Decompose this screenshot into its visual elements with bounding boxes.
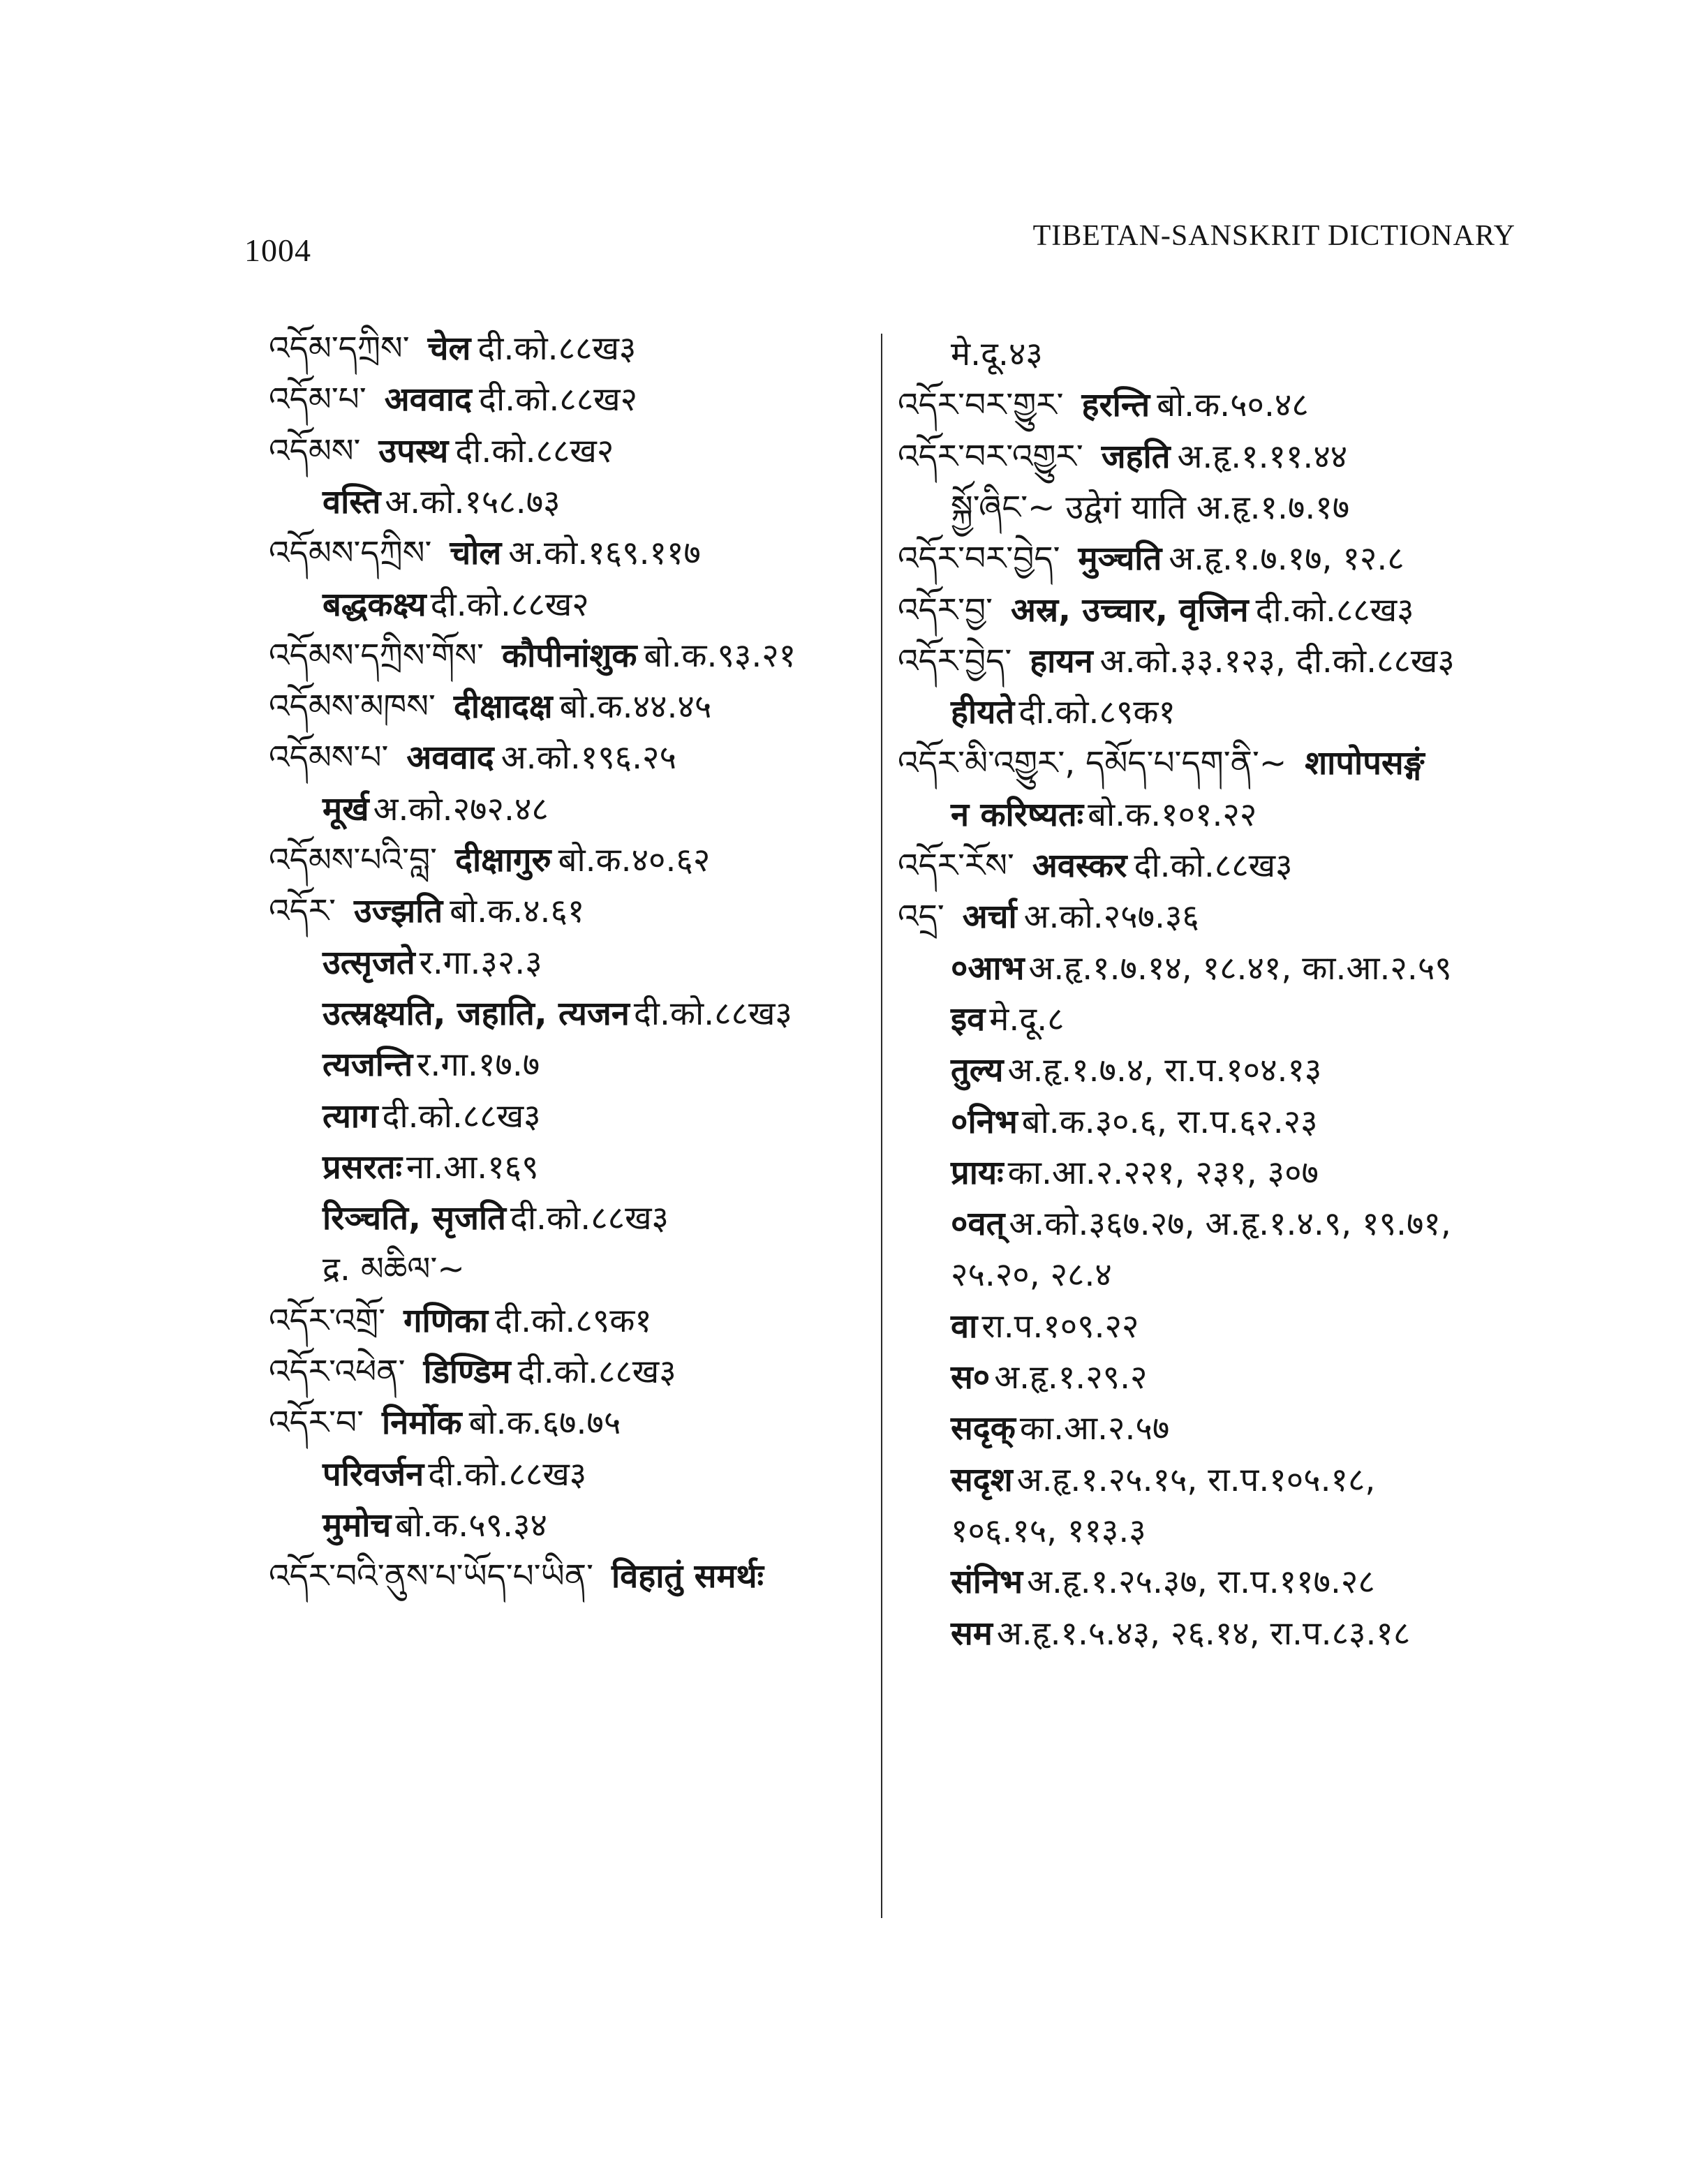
dictionary-entry [269,1351,676,1393]
dictionary-subentry [951,1203,1451,1245]
sanskrit-equivalent: तुल्य [951,1051,1004,1090]
sanskrit-equivalent: ०वत् [951,1205,1005,1244]
source-reference: बो.क.३०.६, रा.प.६२.२३ [1021,1102,1318,1141]
source-reference: दी.को.८८ख३ [382,1097,541,1136]
sanskrit-equivalent: जहति [1101,437,1171,476]
sanskrit-equivalent: दीक्षादक्ष [453,688,553,727]
source-reference: र.गा.३२.३ [419,943,542,982]
sanskrit-equivalent: डिण्डिम [423,1353,511,1391]
tibetan-headword: འདོམས་ [269,431,361,470]
sanskrit-equivalent: मूर्ख [323,789,369,829]
tibetan-headword: འདོམས་མཁས་ [269,688,436,727]
sanskrit-equivalent: उज्झति [353,892,443,931]
tibetan-headword: འདོར་འཕེན་ [269,1353,406,1391]
sanskrit-equivalent: ०आभ [951,949,1025,988]
source-reference: बो.क.४०.६२ [558,841,711,879]
dictionary-subentry [323,584,589,626]
page-number: 1004 [244,232,311,268]
sanskrit-equivalent: इव [951,1000,986,1039]
dictionary-entry [269,840,710,882]
sanskrit-equivalent: गणिका [403,1301,489,1340]
sanskrit-equivalent: निर्मोक [381,1404,462,1443]
dictionary-subentry [323,942,542,984]
source-reference: बो.क.५०.४८ [1157,386,1309,425]
sanskrit-equivalent: अस्र, उच्चार, वृजिन [1010,590,1249,630]
sanskrit-equivalent: शापोपसङ्गं [1305,744,1425,783]
dictionary-entry [269,891,584,933]
tibetan-headword: འདོམས་དཀྲིས་གོས་ [269,636,484,675]
source-reference: दी.को.८९क१ [495,1301,652,1340]
sanskrit-equivalent: वा [951,1307,978,1346]
source-reference: दी.को.८८ख३ [517,1353,676,1391]
dictionary-subentry [951,1408,1169,1450]
sanskrit-equivalent: अर्चा [962,898,1017,937]
tibetan-headword: འདོར་ [269,892,336,931]
dictionary-subentry [323,1096,541,1138]
source-reference: द्र. མཆིལ་~ [323,1250,465,1289]
running-head: TIBETAN-SANSKRIT DICTIONARY [1032,220,1515,252]
tibetan-headword: འདོར་བྱ་ [898,590,993,630]
sanskrit-equivalent: त्यजन्ति [323,1046,413,1085]
sanskrit-equivalent: सदृक् [951,1409,1016,1448]
dictionary-entry [269,1556,771,1598]
dictionary-subentry [323,1454,586,1496]
dictionary-subentry [951,487,1349,529]
dictionary-subentry [323,1044,540,1086]
source-reference: अ.हृ.१.२५.३७, रा.प.११७.२८ [1027,1563,1375,1602]
source-reference: बो.क.५९.३४ [395,1506,547,1545]
source-reference: मे.दू.४३ [951,335,1043,373]
source-reference: अ.हृ.१.५.४३, २६.१४, रा.प.८३.१८ [996,1614,1411,1653]
source-reference: दी.को.८९क१ [1018,693,1176,732]
source-reference: अ.को.३३.१२३, दी.को.८८ख३ [1099,641,1455,681]
dictionary-entry [269,686,711,728]
sanskrit-equivalent: अवस्कर [1032,847,1127,885]
dictionary-subentry [951,334,1043,376]
source-reference: अ.को.२५७.३६ [1023,898,1199,937]
sanskrit-equivalent: परिवर्जन [323,1455,424,1494]
sanskrit-equivalent: स० [951,1358,991,1397]
sanskrit-equivalent: उत्स्रक्ष्यति, जहाति, त्यजन [323,994,630,1033]
sanskrit-equivalent: मुमोच [323,1506,392,1545]
source-reference: दी.को.८८ख३ [510,1199,669,1238]
dictionary-entry [269,635,796,677]
sanskrit-equivalent: उपस्थ [378,431,449,470]
sanskrit-equivalent: सदृश [951,1460,1013,1499]
sanskrit-equivalent: अववाद [384,380,472,419]
tibetan-headword: འདོམས་དཀྲིས་ [269,534,432,573]
source-reference: दी.को.८८ख३ [1255,590,1414,630]
source-reference: दी.को.८८ख३ [477,329,637,368]
source-reference: का.आ.२.५७ [1019,1409,1170,1448]
dictionary-subentry [323,993,792,1035]
source-reference: र.गा.१७.७ [417,1046,540,1085]
source-reference: दी.को.८८ख३ [1134,847,1293,885]
dictionary-subentry [323,482,561,523]
dictionary-entry [898,436,1347,478]
tibetan-headword: འདོམ་པ་ [269,380,366,419]
dictionary-subentry [323,1505,547,1547]
source-reference: अ.को.२७२.४८ [373,789,549,829]
tibetan-headword: འདྲ་ [898,898,944,937]
sanskrit-equivalent: हीयते [951,693,1015,732]
tibetan-headword: འདོར་མི་འགྱུར་, དམོད་པ་དག་ནི་~ [898,744,1287,783]
dictionary-subentry [323,789,549,831]
sanskrit-equivalent: हरन्ति [1081,386,1150,425]
tibetan-headword: འདོར་བར་གྱུར་ [898,386,1064,425]
source-reference: अ.को.३६७.२७, अ.हृ.१.४.९, १९.७१, [1009,1205,1451,1244]
source-reference: दी.को.८८ख३ [428,1455,587,1494]
sanskrit-equivalent: अववाद [406,738,494,778]
source-reference: अ.हृ.१.७.४, रा.प.१०४.१३ [1007,1051,1322,1090]
sanskrit-equivalent: प्रसरतः [323,1147,403,1187]
source-reference: बो.क.४.६१ [450,892,585,931]
tibetan-headword: འདོར་བ་ [269,1404,364,1443]
source-reference: अ.हृ.१.११.४४ [1177,437,1348,476]
dictionary-subentry [951,692,1176,734]
source-reference: दी.को.८८ख२ [479,380,638,419]
source-reference: दी.को.८८ख२ [455,431,614,470]
dictionary-entry [898,385,1309,426]
tibetan-headword: འདོམས་པ་ [269,738,389,778]
source-reference: ना.आ.१६९ [406,1147,539,1187]
source-reference: २५.२०, २८.४ [951,1256,1112,1295]
column-rule [881,334,882,1918]
sanskrit-equivalent: प्रायः [951,1153,1004,1192]
dictionary-entry [898,845,1293,887]
dictionary-entry [269,379,637,421]
source-reference: दी.को.८८ख२ [430,585,589,624]
dictionary-entry [269,431,614,473]
source-reference: अ.को.१९६.२५ [501,738,676,778]
dictionary-entry [269,737,676,779]
dictionary-subentry [323,1198,669,1240]
dictionary-subentry [951,1254,1112,1296]
dictionary-subentry [951,1561,1375,1603]
dictionary-subentry [951,1152,1319,1194]
dictionary-entry [898,743,1431,785]
dictionary-subentry [951,1306,1139,1348]
source-reference: अ.हृ.१.७.१४, १८.४१, का.आ.२.५९ [1028,949,1452,988]
dictionary-subentry [951,1357,1148,1399]
sanskrit-equivalent: चोल [450,534,502,573]
dictionary-subentry [951,1613,1410,1655]
source-reference: अ.को.१६९.११७ [508,534,701,573]
sanskrit-equivalent: चेल [427,329,471,368]
tibetan-headword: འདོར་བའི་ནུས་པ་ཡོད་པ་ཡིན་ [269,1557,593,1596]
source-reference: अ.हृ.१.२५.१५, रा.प.१०५.१८, [1016,1460,1376,1499]
dictionary-subentry [951,1459,1375,1501]
sanskrit-equivalent: दीक्षागुरु [455,841,551,879]
tibetan-headword: འདོམ་དཀྲིས་ [269,329,410,368]
sanskrit-equivalent: सम [951,1614,993,1653]
source-reference: སྐྱོ་ཞིང་~ उद्वेगं याति अ.हृ.१.७.१७ [951,488,1350,527]
dictionary-subentry [951,1101,1318,1143]
dictionary-subentry [951,999,1065,1041]
dictionary-entry [269,533,701,574]
dictionary-subentry [323,1249,465,1291]
sanskrit-equivalent: वस्ति [323,482,381,521]
dictionary-entry [269,1300,652,1342]
source-reference: अ.हृ.१.७.१७, १२.८ [1169,540,1404,579]
sanskrit-equivalent: संनिभ [951,1563,1023,1602]
dictionary-subentry [951,1050,1321,1092]
source-reference: बो.क.४४.४५ [559,688,712,727]
source-reference: १०६.१५, ११३.३ [951,1511,1146,1550]
dictionary-entry [269,1402,621,1444]
sanskrit-equivalent: विहातुं समर्थः [611,1557,764,1596]
source-reference: मे.दू.८ [989,1000,1065,1039]
tibetan-headword: འདོར་བྱེད་ [898,641,1012,681]
dictionary-subentry [951,1510,1146,1552]
dictionary-subentry [951,794,1257,836]
tibetan-headword: འདོར་རོས་ [898,847,1014,885]
dictionary-entry [898,538,1404,580]
sanskrit-equivalent: बद्धकक्ष्य [323,585,427,624]
sanskrit-equivalent: उत्सृजते [323,943,415,982]
source-reference: अ.को.१५८.७३ [385,482,561,521]
sanskrit-equivalent: न करिष्यतः [951,795,1084,834]
tibetan-headword: འདོམས་པའི་བླ་ [269,841,438,879]
sanskrit-equivalent: मुञ्चति [1078,540,1162,579]
sanskrit-equivalent: हायन [1030,641,1093,681]
source-reference: बो.क.१०१.२२ [1088,795,1257,834]
source-reference: बो.क.६७.७५ [468,1404,621,1443]
source-reference: का.आ.२.२२१, २३१, ३०७ [1007,1153,1319,1192]
sanskrit-equivalent: कौपीनांशुक [502,636,637,675]
sanskrit-equivalent: ०निभ [951,1102,1018,1141]
source-reference: रा.प.१०९.२२ [981,1307,1139,1346]
tibetan-headword: འདོར་འགྲོ་ [269,1301,386,1340]
source-reference: दी.को.८८ख३ [633,994,792,1033]
tibetan-headword: འདོར་བར་འགྱུར་ [898,437,1083,476]
sanskrit-equivalent: रिञ्चति, सृजति [323,1199,506,1238]
dictionary-subentry [951,948,1452,990]
source-reference: बो.क.९३.२१ [644,636,796,675]
source-reference: अ.हृ.१.२९.२ [994,1358,1148,1397]
sanskrit-equivalent: त्याग [323,1097,378,1136]
dictionary-entry [898,641,1455,683]
tibetan-headword: འདོར་བར་བྱེད་ [898,540,1060,579]
dictionary-entry [898,896,1199,938]
dictionary-entry [269,328,636,370]
dictionary-entry [898,590,1414,632]
dictionary-subentry [323,1147,539,1189]
